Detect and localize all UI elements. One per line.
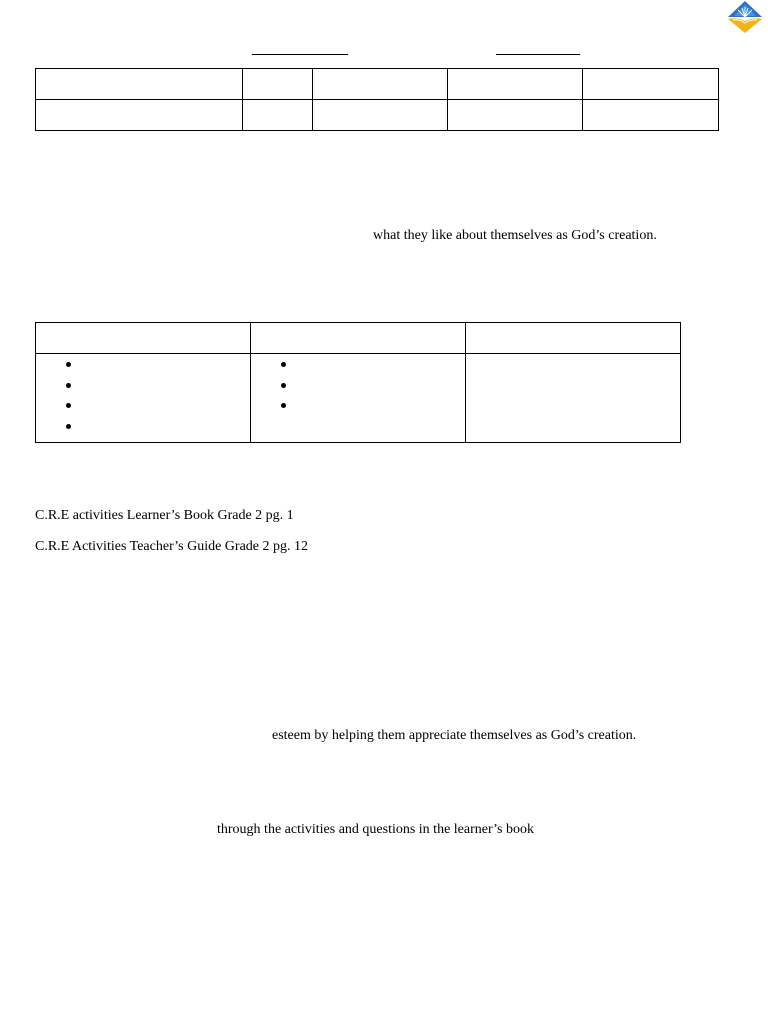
table-header-cell bbox=[36, 323, 251, 354]
outcome-text-line: what they like about themselves as God’s creation. bbox=[373, 228, 657, 243]
table-row bbox=[36, 354, 681, 443]
bullet-list bbox=[36, 354, 250, 437]
activities-table bbox=[35, 322, 681, 443]
bullet-item bbox=[36, 376, 250, 397]
table-cell bbox=[583, 100, 719, 131]
table-cell bbox=[448, 69, 583, 100]
table-cell bbox=[466, 354, 681, 443]
assessment-text: through the activities and questions in the learner’s book bbox=[217, 822, 535, 837]
header-info-table bbox=[35, 68, 719, 131]
extended-activity-text: esteem by helping them appreciate themselves as God’s creation. bbox=[272, 728, 637, 743]
table-row bbox=[36, 69, 719, 100]
table-header-cell bbox=[466, 323, 681, 354]
bullet-item bbox=[251, 396, 465, 417]
table-cell bbox=[36, 69, 243, 100]
reference-learners-book: C.R.E activities Learner’s Book Grade 2 pg. 1 bbox=[35, 508, 294, 523]
bullet-cell-2 bbox=[251, 354, 466, 443]
table-header-row bbox=[36, 323, 681, 354]
bullet-item bbox=[251, 355, 465, 376]
table-cell bbox=[313, 100, 448, 131]
table-row bbox=[36, 100, 719, 131]
table-cell bbox=[313, 69, 448, 100]
reference-teachers-guide: C.R.E Activities Teacher’s Guide Grade 2 pg. 12 bbox=[35, 539, 308, 554]
table-cell bbox=[243, 69, 313, 100]
logo-icon bbox=[724, 0, 766, 36]
table-cell bbox=[243, 100, 313, 131]
blank-line-2 bbox=[496, 54, 580, 55]
table-header-cell bbox=[251, 323, 466, 354]
bullet-item bbox=[251, 376, 465, 397]
blank-line-1 bbox=[252, 54, 348, 55]
table-cell bbox=[583, 69, 719, 100]
bullet-cell-1 bbox=[36, 354, 251, 443]
table-cell bbox=[448, 100, 583, 131]
table-cell bbox=[36, 100, 243, 131]
bullet-item bbox=[36, 396, 250, 417]
bullet-item bbox=[36, 417, 250, 438]
bullet-item bbox=[36, 355, 250, 376]
bullet-list bbox=[251, 354, 465, 417]
